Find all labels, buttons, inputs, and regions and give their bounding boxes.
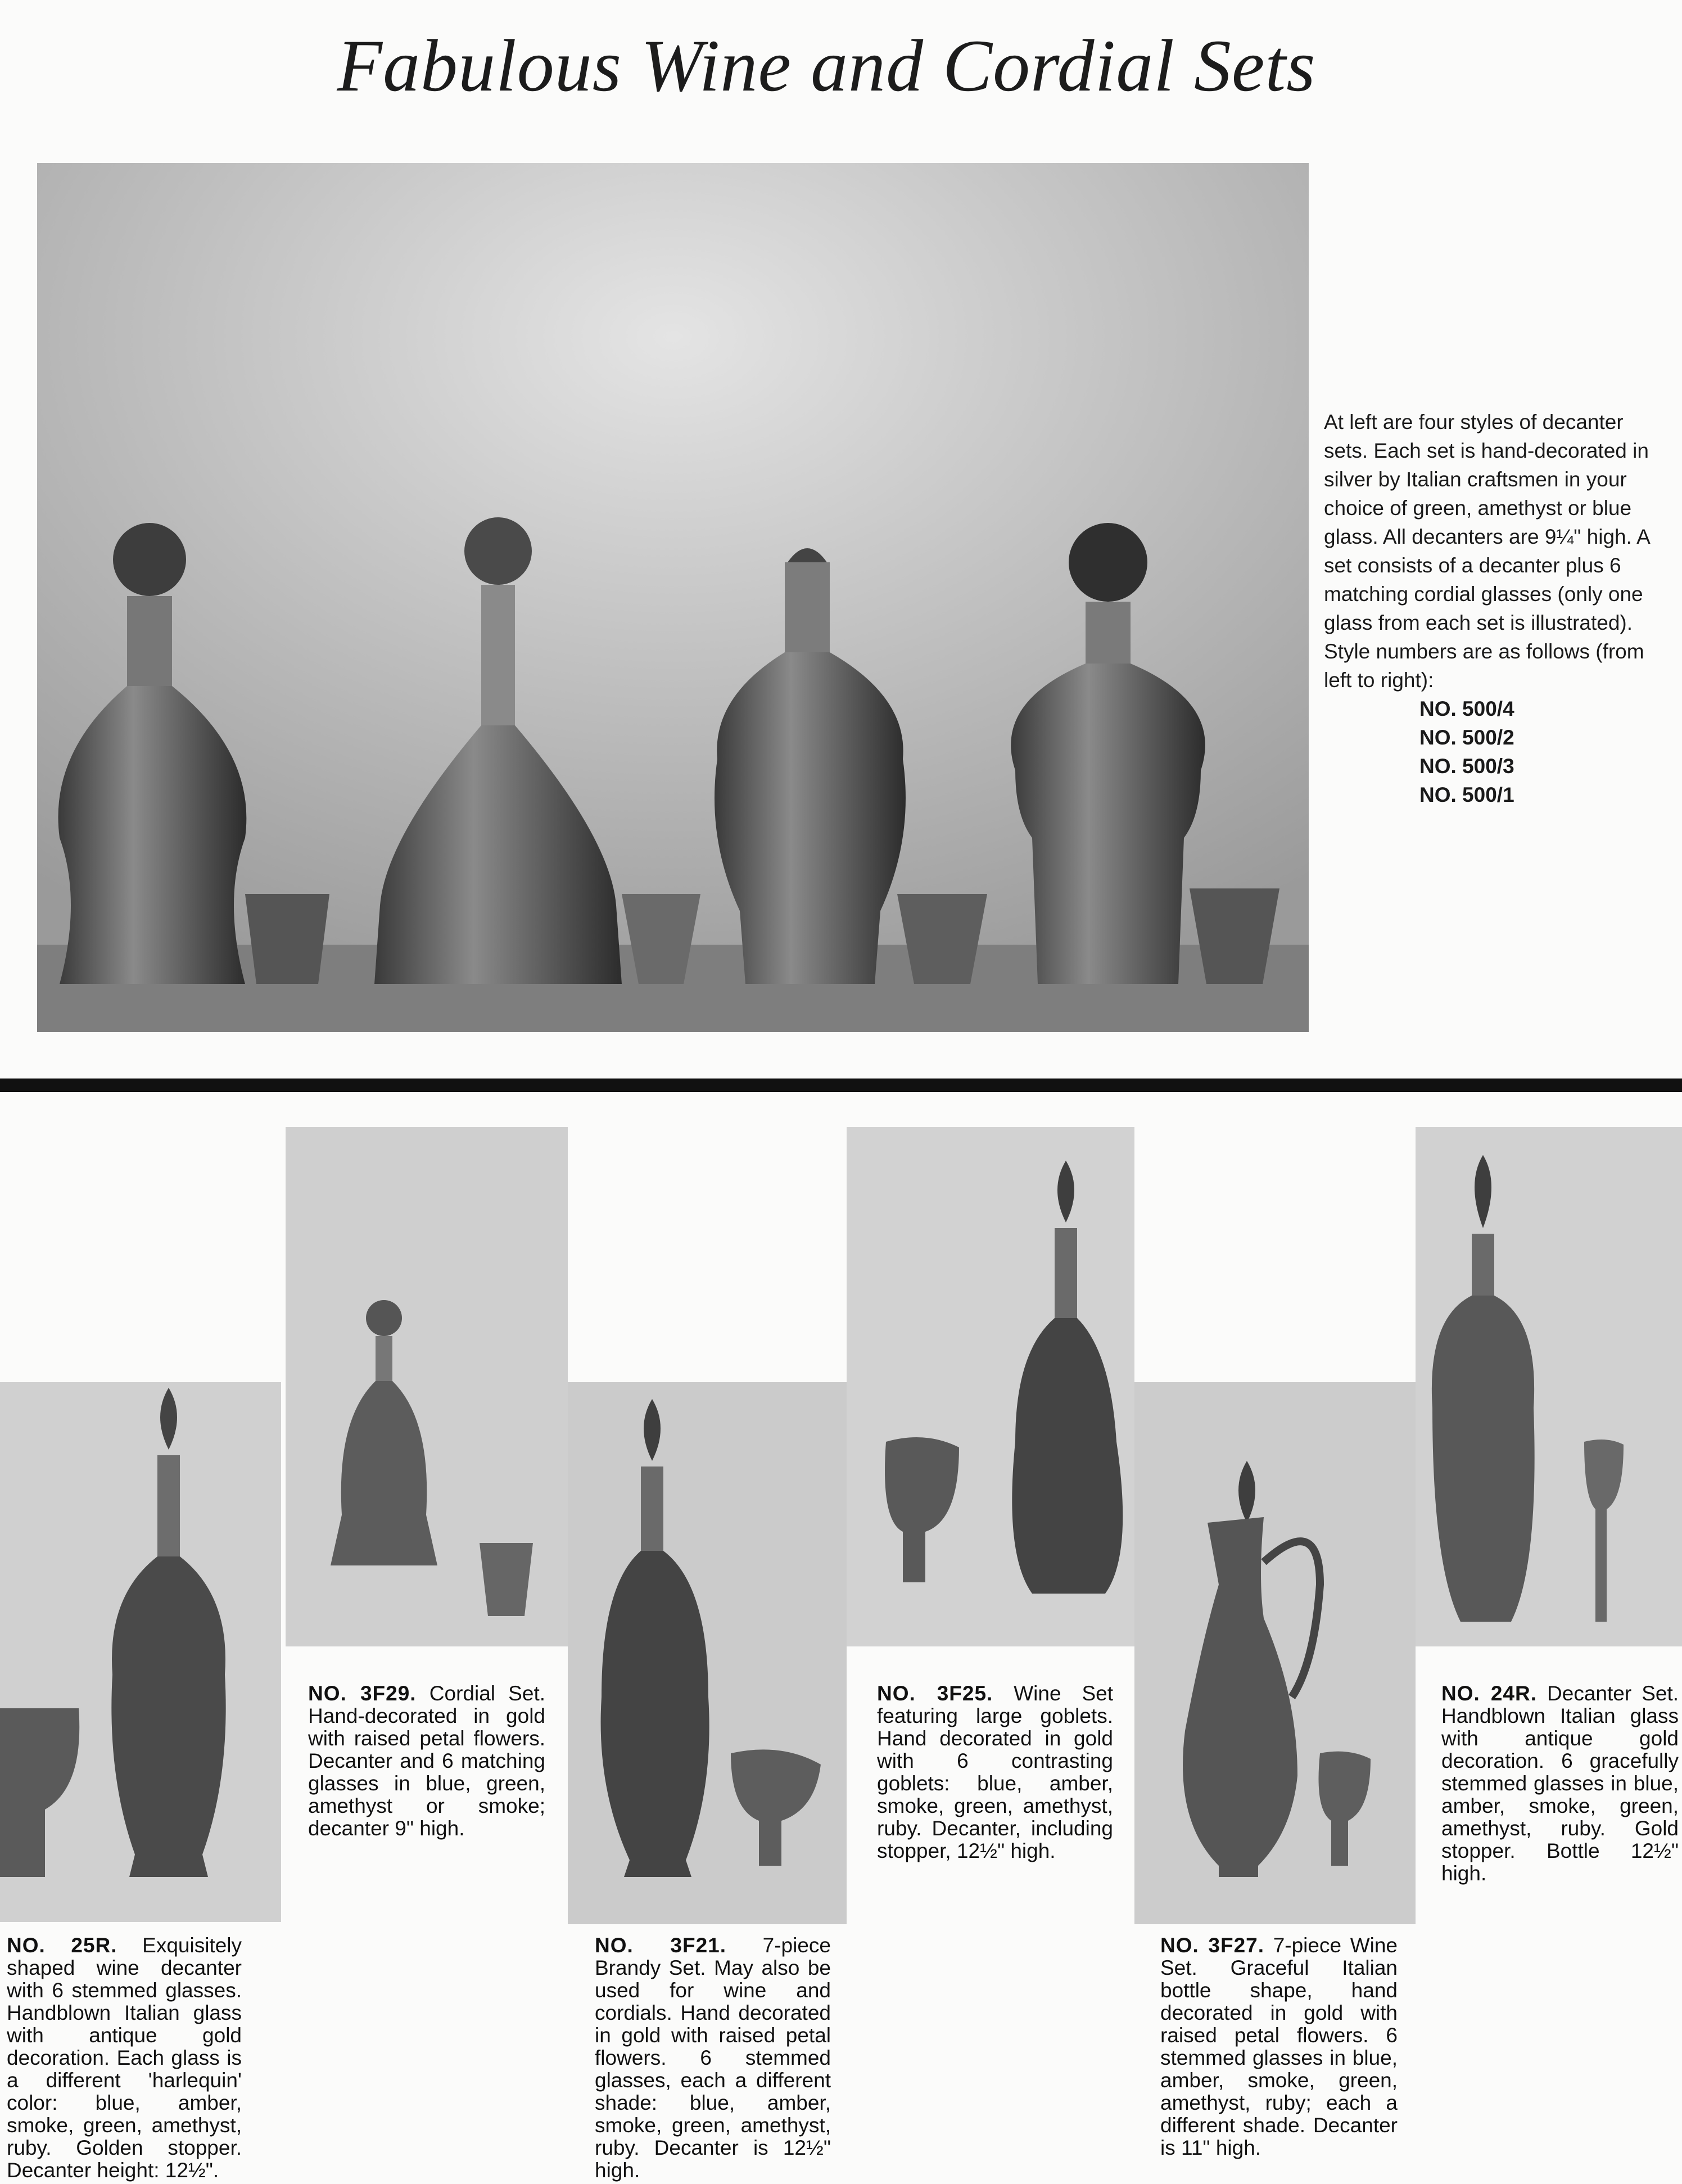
cordial-set-3f29-illustration — [286, 1127, 568, 1646]
product-description: 7-piece Brandy Set. May also be used for wine and cordials. Hand decorated in gold with raised petal flowers. 6 stemmed glasses, each a different shade: blue, amber, smoke, green, amethyst, ruby. Decanter is 12½" high. — [595, 1934, 831, 2182]
photo-24r — [1416, 1127, 1682, 1646]
style-number-list — [1419, 694, 1667, 809]
caption-3f27 — [1160, 1934, 1398, 2159]
product-description: Wine Set featuring large goblets. Hand decorated in gold with 6 contrasting goblets: blue, amber, smoke, green, amethyst, ruby. Decanter, including stopper, 12½" high. — [877, 1682, 1113, 1862]
product-number: NO. 3F21. — [595, 1934, 727, 1957]
product-description: Decanter Set. Handblown Italian glass with antique gold decoration. 6 gracefully stemmed glasses in blue, amber, smoke, green, amethyst, ruby. Gold stopper. Bottle 12½" high. — [1441, 1682, 1679, 1885]
product-number: NO. 25R. — [7, 1934, 117, 1957]
photo-3f29 — [286, 1127, 568, 1646]
style-number: NO. 500/1 — [1419, 783, 1514, 806]
product-number: NO. 3F27. — [1160, 1934, 1265, 1957]
top-photo — [37, 163, 1309, 1032]
product-number: NO. 3F29. — [308, 1682, 417, 1705]
photo-3f27 — [1134, 1382, 1416, 1924]
product-number: NO. 3F25. — [877, 1682, 993, 1705]
caption-25r — [7, 1934, 242, 2182]
product-description: 7-piece Wine Set. Graceful Italian bottle shape, hand decorated in gold with raised petal flowers. 6 stemmed glasses in blue, amber, smoke, green, amethyst, ruby; each a different shade. Decanter is 11" high. — [1160, 1934, 1398, 2159]
decanter-25r-illustration — [0, 1382, 281, 1922]
styles-intro: Style numbers are as follows (from left to right): — [1324, 640, 1644, 692]
caption-3f25 — [877, 1682, 1113, 1862]
style-number: NO. 500/4 — [1419, 697, 1514, 720]
intro-text-block — [1324, 408, 1667, 809]
style-number: NO. 500/3 — [1419, 755, 1514, 778]
wine-set-3f25-illustration — [847, 1127, 1134, 1646]
decanter-set-24r-illustration — [1416, 1127, 1682, 1646]
photo-3f25 — [847, 1127, 1134, 1646]
wine-set-3f27-illustration — [1134, 1382, 1416, 1924]
page-title: Fabulous Wine and Cordial Sets — [337, 24, 1316, 107]
caption-24r — [1441, 1682, 1679, 1885]
product-number: NO. 24R. — [1441, 1682, 1537, 1705]
section-divider — [0, 1079, 1682, 1092]
brandy-set-3f21-illustration — [568, 1382, 847, 1924]
product-description: Exquisitely shaped wine decanter with 6 stemmed glasses. Handblown Italian glass with antique gold decoration. Each glass is a different 'harlequin' color: blue, amber, smoke, green, amethyst, ruby. Golden stopper. Decanter height: 12½". — [7, 1934, 242, 2182]
photo-3f21 — [568, 1382, 847, 1924]
caption-3f29 — [308, 1682, 545, 1840]
caption-3f21 — [595, 1934, 831, 2182]
product-description: Cordial Set. Hand-decorated in gold with raised petal flowers. Decanter and 6 matching glasses in blue, green, amethyst or smoke; decanter 9" high. — [308, 1682, 545, 1840]
decanter-sets-illustration — [37, 163, 1309, 1032]
intro-paragraph: At left are four styles of decanter sets. Each set is hand-decorated in silver by Italian craftsmen in your choice of green, amethyst or blue glass. All decanters are 9¼" high. A set consists of a decanter plus 6 matching cordial glasses (only one glass from each set is illustrated). — [1324, 410, 1649, 634]
photo-25r — [0, 1382, 281, 1922]
style-number: NO. 500/2 — [1419, 726, 1514, 749]
